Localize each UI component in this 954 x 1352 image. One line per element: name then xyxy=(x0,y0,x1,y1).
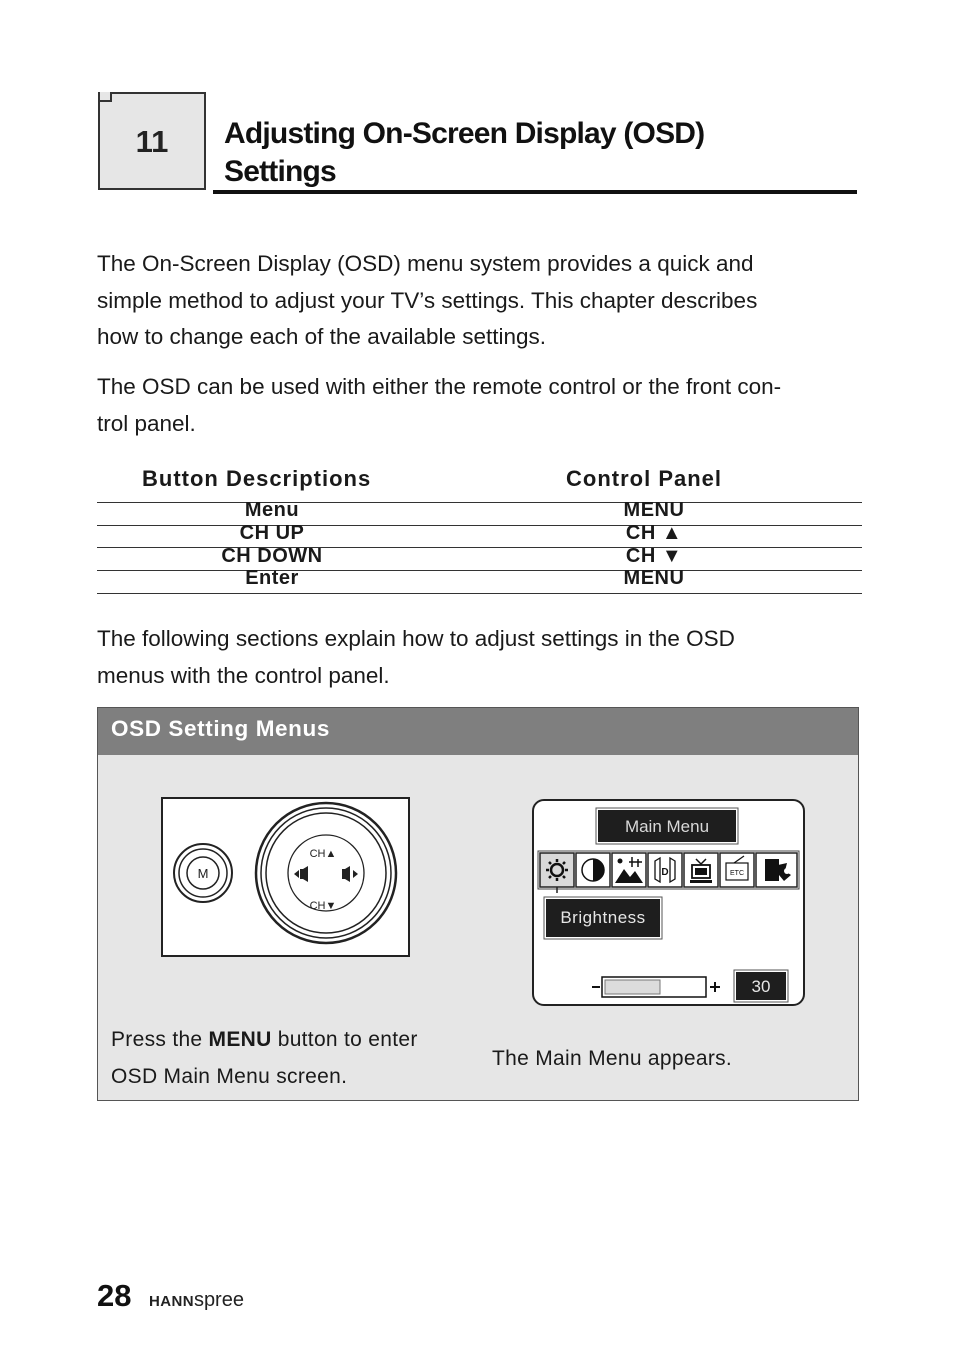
brightness-level-slider[interactable] xyxy=(592,977,720,997)
brightness-icon[interactable] xyxy=(540,853,574,887)
selected-item-label: Brightness xyxy=(560,908,646,927)
caption-text: Press the xyxy=(111,1028,209,1051)
text-line: The following sections explain how to adjust settings in the OSD xyxy=(97,626,735,651)
following-paragraph xyxy=(97,621,867,694)
menu-button-label: M xyxy=(197,866,209,881)
title-underline xyxy=(213,190,857,194)
table-cell-control: MENU xyxy=(623,567,685,589)
table-cell-description: Enter xyxy=(245,567,299,589)
slider-fill xyxy=(605,980,660,994)
table-header-description: Button Descriptions xyxy=(142,466,372,491)
brand-logo xyxy=(149,1289,244,1312)
contrast-icon[interactable] xyxy=(576,853,610,887)
brand-bold: HANN xyxy=(149,1293,194,1310)
osd-panel-title: OSD Setting Menus xyxy=(111,716,330,741)
table-cell-description: CH UP xyxy=(239,522,305,544)
page-number: 28 xyxy=(97,1278,132,1313)
svg-text:D: D xyxy=(661,867,669,878)
level-value-box xyxy=(734,970,788,1002)
chapter-number-box xyxy=(98,92,206,190)
chapter-title-line1: Adjusting On-Screen Display (OSD) xyxy=(224,117,705,150)
intro-paragraph-2 xyxy=(97,369,867,442)
caption-left-line2: OSD Main Menu screen. xyxy=(111,1065,348,1088)
text-line: The OSD can be used with either the remote control or the front con- xyxy=(97,374,782,399)
main-menu-title-box xyxy=(596,808,738,844)
brand-light: spree xyxy=(193,1289,244,1311)
caption-left-line1 xyxy=(111,1021,418,1058)
caption-left xyxy=(111,1021,418,1095)
caption-text: button to enter xyxy=(271,1028,418,1051)
channel-volume-dial[interactable] xyxy=(256,803,396,943)
caption-bold-menu: MENU xyxy=(208,1028,272,1051)
picture-icon[interactable] xyxy=(612,853,646,887)
etc-icon-label: ETC xyxy=(730,870,744,877)
osd-screen-drawing xyxy=(534,801,803,1004)
text-line: trol panel. xyxy=(97,410,196,436)
level-value: 30 xyxy=(751,977,771,996)
intro-paragraph-1 xyxy=(97,246,867,356)
text-line: how to change each of the available settings. xyxy=(97,324,547,349)
caption-right: The Main Menu appears. xyxy=(492,1047,733,1070)
table-cell-description: Menu xyxy=(244,499,300,521)
chapter-title-line2: Settings xyxy=(224,155,336,188)
table-cell-control: CH ▲ xyxy=(625,522,683,544)
osd-panel-header xyxy=(98,708,858,755)
table-cell-control: CH ▼ xyxy=(625,545,683,567)
table-header-control: Control Panel xyxy=(566,466,723,491)
table-cell-control: MENU xyxy=(623,499,685,521)
text-line: simple method to adjust your TV’s settings. This chapter describes xyxy=(97,287,758,313)
control-panel-illustration xyxy=(161,797,410,957)
chapter-title xyxy=(224,115,824,191)
main-menu-title: Main Menu xyxy=(624,817,710,836)
audio-icon[interactable] xyxy=(648,853,682,887)
brightness-item-box[interactable] xyxy=(544,897,662,939)
osd-screen-illustration xyxy=(532,799,805,1006)
ch-down-label: CH▼ xyxy=(309,900,337,912)
ch-up-label: CH▲ xyxy=(309,848,337,860)
tv-icon[interactable] xyxy=(684,853,718,887)
text-line: menus with the control panel. xyxy=(97,662,390,688)
osd-setting-menus-panel xyxy=(97,707,859,1101)
text-line: The On-Screen Display (OSD) menu system provides a quick and xyxy=(97,251,754,276)
chapter-number: 11 xyxy=(135,124,169,159)
exit-icon[interactable] xyxy=(756,853,797,887)
menu-button[interactable] xyxy=(174,844,232,902)
table-cell-description: CH DOWN xyxy=(221,545,323,567)
table-divider xyxy=(97,593,862,594)
control-panel-drawing xyxy=(163,799,408,955)
osd-icon-bar xyxy=(538,851,799,893)
etc-icon[interactable] xyxy=(720,853,754,887)
